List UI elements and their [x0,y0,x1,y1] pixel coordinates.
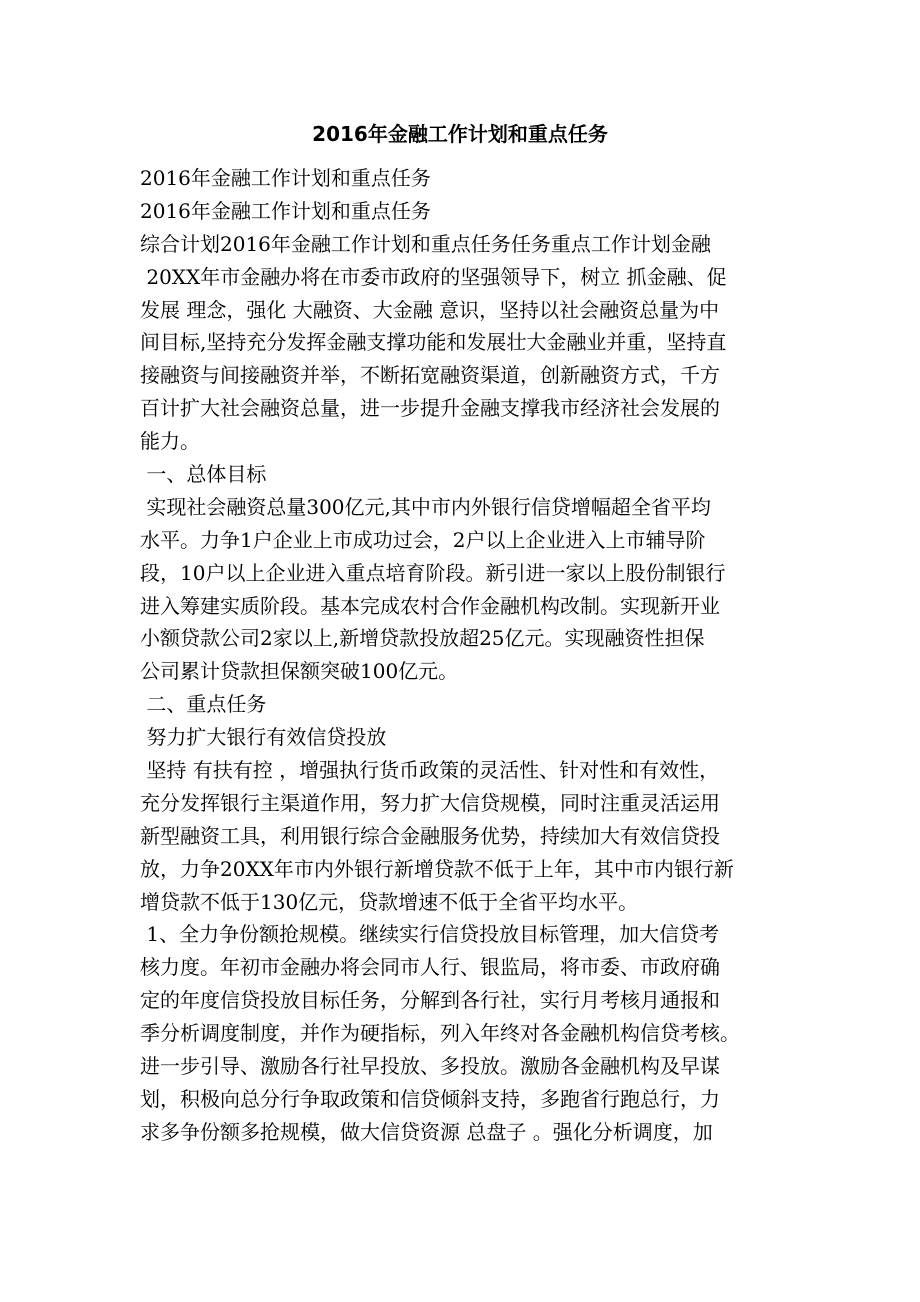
body-line: 水平。力争1户企业上市成功过会，2户以上企业进入上市辅导阶 [140,527,706,552]
body-line: 核力度。年初市金融办将会同市人行、银监局，将市委、市政府确 [140,955,720,980]
document-title: 2016年金融工作计划和重点任务 [312,122,608,146]
body-line: 间目标,坚持充分发挥金融支撑功能和发展壮大金融业并重，坚持直 [140,330,727,355]
body-line: 能力。 [140,429,200,454]
body-line: 进入筹建实质阶段。基本完成农村合作金融机构改制。实现新开业 [140,593,720,618]
body-line: 发展 理念，强化 大融资、大金融 意识，坚持以社会融资总量为中 [140,297,720,322]
body-line: 放，力争20XX年市内外银行新增贷款不低于上年，其中市内银行新 [140,856,734,881]
body-line: 定的年度信贷投放目标任务，分解到各行社，实行月考核月通报和 [140,988,720,1013]
body-line: 20XX年市金融办将在市委市政府的坚强领导下，树立 抓金融、促 [140,264,727,289]
body-line: 坚持 有扶有控 ，增强执行货币政策的灵活性、针对性和有效性， [140,758,720,783]
subsection-heading: 努力扩大银行有效信贷投放 [140,725,387,750]
body-line: 进一步引导、激励各行社早投放、多投放。激励各金融机构及早谋 [140,1054,720,1079]
body-line: 实现社会融资总量300亿元,其中市内外银行信贷增幅超全省平均 [140,494,711,519]
document-body [140,162,780,1149]
body-line: 增贷款不低于130亿元，贷款增速不低于全省平均水平。 [140,889,639,914]
body-line: 小额贷款公司2家以上,新增贷款投放超25亿元。实现融资性担保 [140,626,705,651]
body-line: 2016年金融工作计划和重点任务 [140,166,431,190]
body-line: 划，积极向总分行争取政策和信贷倾斜支持，多跑省行跑总行，力 [140,1086,720,1111]
body-line: 公司累计贷款担保额突破100亿元。 [140,659,459,684]
section-heading: 一、总体目标 [140,462,267,487]
body-line: 充分发挥银行主渠道作用，努力扩大信贷规模，同时注重灵活运用 [140,790,720,815]
body-line: 新型融资工具，利用银行综合金融服务优势，持续加大有效信贷投 [140,823,720,848]
body-line: 2016年金融工作计划和重点任务 [140,198,431,223]
body-line: 接融资与间接融资并举，不断拓宽融资渠道，创新融资方式，千方 [140,363,720,388]
body-line: 百计扩大社会融资总量，进一步提升金融支撑我市经济社会发展的 [140,396,720,421]
body-line: 1、全力争份额抢规模。继续实行信贷投放目标管理，加大信贷考 [140,922,720,947]
section-heading: 二、重点任务 [140,692,267,717]
body-line: 季分析调度制度，并作为硬指标，列入年终对各金融机构信贷考核。 [140,1021,740,1046]
body-line: 综合计划2016年金融工作计划和重点任务任务重点工作计划金融 [140,231,711,256]
body-line: 求多争份额多抢规模，做大信贷资源 总盘子 。强化分析调度，加 [140,1119,713,1144]
body-line: 段，10户以上企业进入重点培育阶段。新引进一家以上股份制银行 [140,560,726,585]
